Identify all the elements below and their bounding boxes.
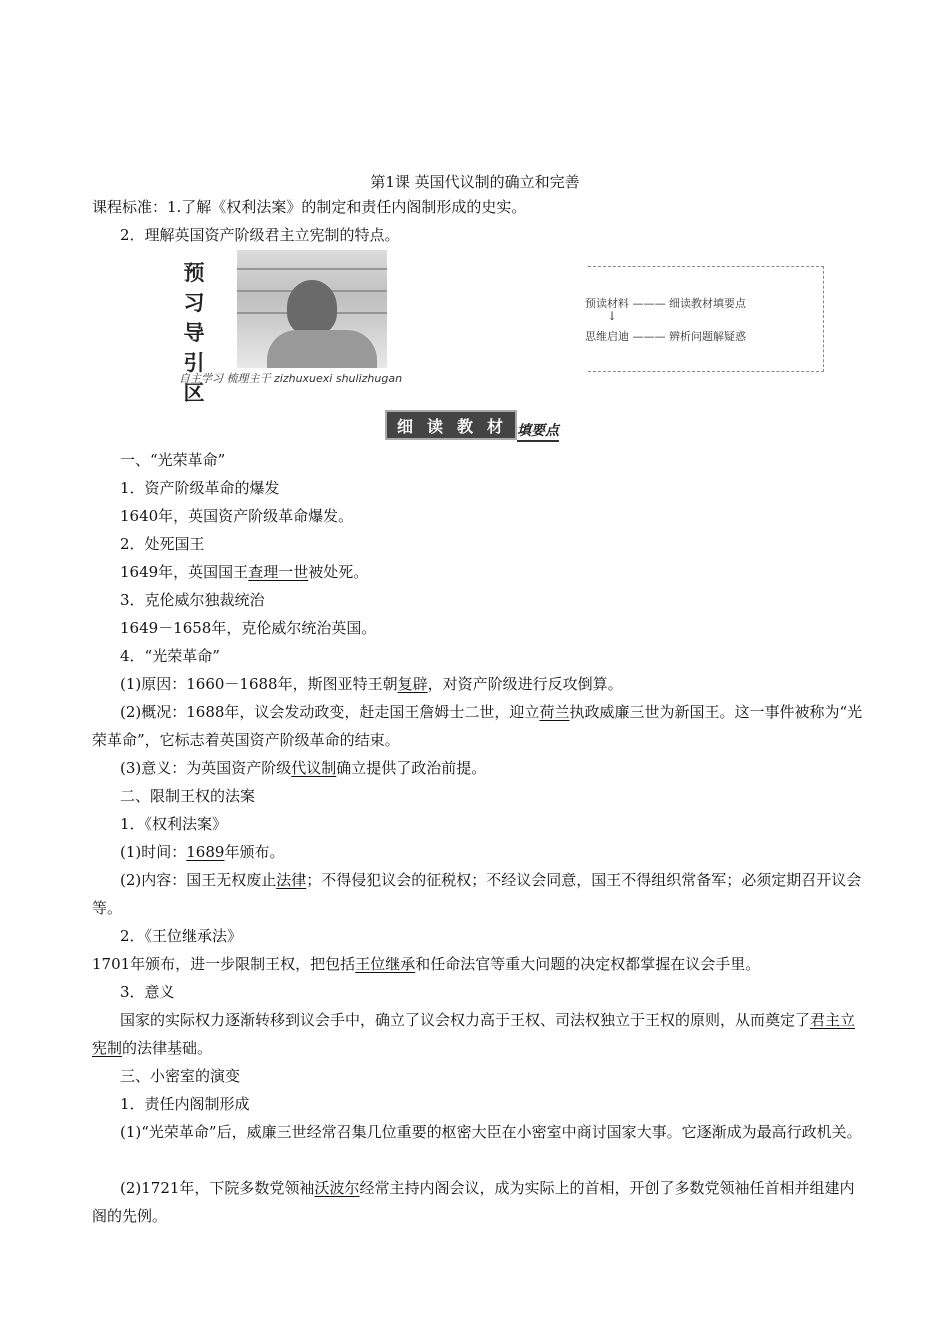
text-2-3: 国家的实际权力逐渐转移到议会手中，确立了议会权力高于王权、司法权独立于王权的原则，从而奠定了君主立宪制的法律基础。 (92, 1011, 856, 1057)
heading-1: 一、“光荣革命” (120, 451, 226, 469)
answer-blank: 复辟 (397, 675, 428, 693)
heading-2: 二、限制王权的法案 (120, 787, 256, 805)
subheading-1-1: 1．资产阶级革命的爆发 (120, 479, 280, 497)
subheading-1-3: 3．克伦威尔独裁统治 (120, 591, 265, 609)
text-1-4-1: (1)原因：1660－1688年，斯图亚特王朝复辟，对资产阶级进行反攻倒算。 (120, 675, 623, 693)
answer-blank: 法律 (276, 871, 307, 889)
subheading-2-2: 2．《王位继承法》 (120, 927, 243, 945)
answer-blank: 查理一世 (248, 563, 309, 581)
student-reading-photo (237, 250, 387, 368)
subheading-2-3: 3．意义 (120, 983, 175, 1001)
answer-blank: 君主立宪制 (92, 1011, 856, 1057)
text-1-3: 1649－1658年，克伦威尔统治英国。 (120, 619, 377, 637)
section-header (385, 410, 597, 442)
text-3-1-1: (1)“光荣革命”后，威廉三世经常召集几位重要的枢密大臣在小密室中商讨国家大事。它逐渐成为最高行政机关。 (120, 1123, 862, 1141)
subheading-1-2: 2．处死国王 (120, 535, 205, 553)
down-arrow-icon: ↓ (607, 309, 618, 323)
answer-blank: 代议制 (291, 759, 337, 777)
flow-step-1: 预读材料 ——— 细读教材填要点 (585, 297, 746, 310)
heading-3: 三、小密室的演变 (120, 1067, 241, 1085)
section-header-box (385, 410, 517, 440)
text-1-4-3: (3)意义：为英国资产阶级代议制确立提供了政治前提。 (120, 759, 487, 777)
header-char: 读 (426, 417, 443, 436)
text-2-1-1: (1)时间：1689年颁布。 (120, 843, 285, 861)
course-standard-2: 2．理解英国资产阶级君主立宪制的特点。 (120, 226, 400, 244)
text-2-1-2: (2)内容：国王无权废止法律；不得侵犯议会的征税权；不经议会同意，国王不得组织常备军；必须定期召开议会等。 (92, 871, 862, 917)
answer-blank: 1689 (186, 843, 225, 861)
header-char: 材 (486, 417, 503, 436)
banner-char: 区 (183, 381, 205, 405)
text-2-2: 1701年颁布，进一步限制王权，把包括王位继承和任命法官等重大问题的决定权都掌握在议会手里。 (92, 955, 761, 973)
text-1-1: 1640年，英国资产阶级革命爆发。 (120, 507, 354, 525)
banner-char: 预 (183, 261, 205, 285)
lesson-title: 第1课 英国代议制的确立和完善 (370, 173, 580, 191)
preview-banner (175, 248, 825, 405)
banner-char: 引 (183, 351, 205, 375)
header-char: 教 (456, 417, 473, 436)
header-char: 细 (396, 417, 413, 436)
banner-dashed-box (588, 266, 824, 372)
text-1-2: 1649年，英国国王查理一世被处死。 (120, 563, 369, 581)
banner-char: 导 (183, 321, 205, 345)
subheading-2-1: 1．《权利法案》 (120, 815, 228, 833)
answer-blank: 沃波尔 (314, 1179, 360, 1197)
banner-caption: 自主学习 梳理主干 zizhuxuexi shulizhugan (179, 372, 403, 385)
answer-blank: 王位继承 (355, 955, 416, 973)
flow-step-2: 思维启迪 ——— 辨析问题解疑惑 (585, 330, 746, 343)
section-header-sub: 填要点 (517, 420, 559, 442)
subheading-1-4: 4．“光荣革命” (120, 647, 220, 665)
answer-blank: 荷兰 (539, 703, 570, 721)
text-3-1-2: (2)1721年，下院多数党领袖沃波尔经常主持内阁会议，成为实际上的首相，开创了多数党领袖任首相并组建内阁的先例。 (92, 1179, 855, 1225)
text-1-4-2: (2)概况：1688年，议会发动政变，赶走国王詹姆士二世，迎立荷兰执政威廉三世为新国王。这一事件被称为“光荣革命”，它标志着英国资产阶级革命的结束。 (92, 703, 863, 749)
course-standard-1: 课程标准：1.了解《权利法案》的制定和责任内阁制形成的史实。 (92, 198, 527, 216)
subheading-3-1: 1．责任内阁制形成 (120, 1095, 250, 1113)
banner-char: 习 (183, 291, 205, 315)
